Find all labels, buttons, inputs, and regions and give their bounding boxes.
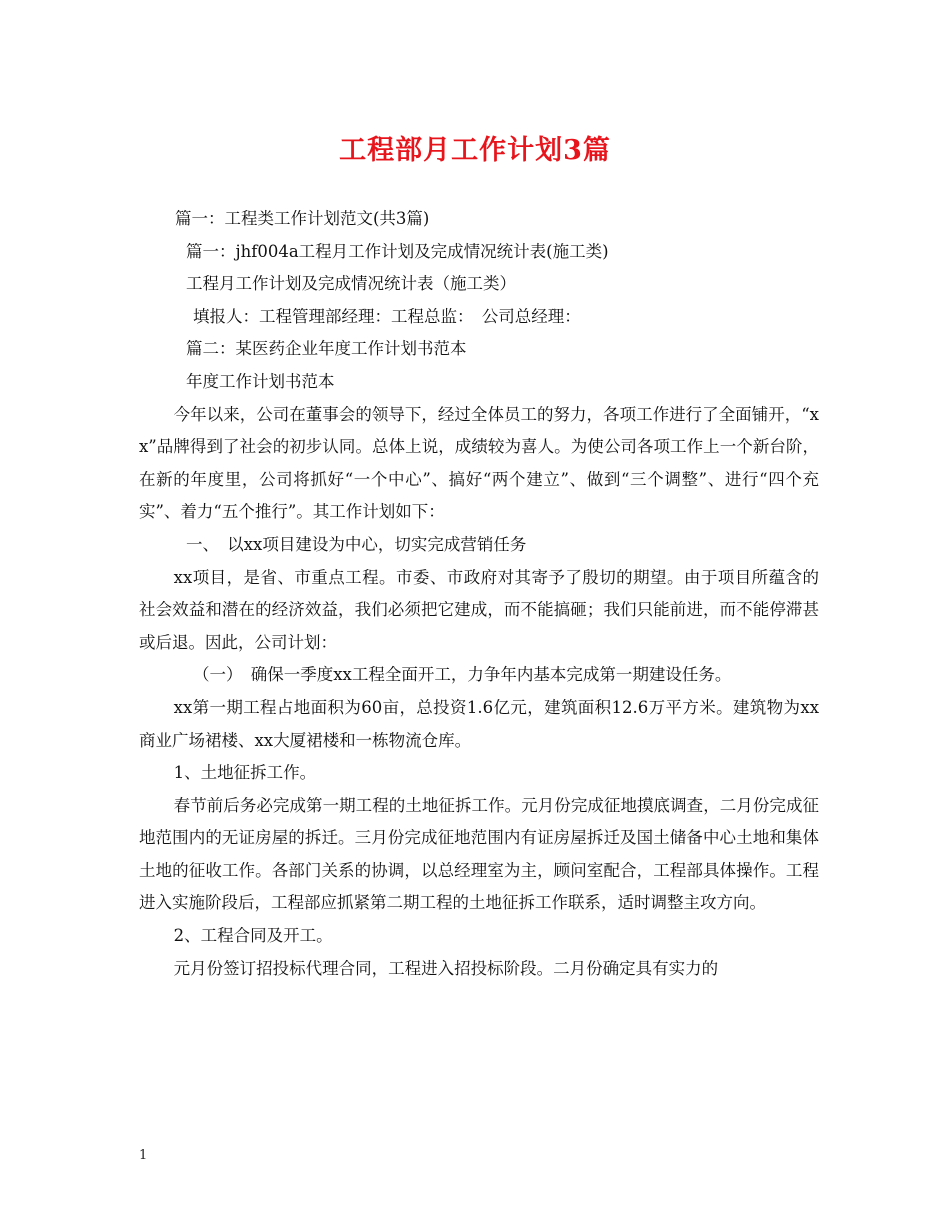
- item-heading-contract: 2、工程合同及开工。: [173, 926, 333, 946]
- section-title: 年度工作计划书范本: [186, 371, 335, 391]
- table-title: 工程月工作计划及完成情况统计表（施工类）: [186, 274, 516, 294]
- page-number: 1: [139, 1148, 148, 1163]
- document-body: [139, 203, 819, 985]
- heading-part-1: 篇一：工程类工作计划范文(共3篇): [175, 209, 430, 228]
- item-heading-land: 1、土地征拆工作。: [173, 763, 317, 783]
- document-title: 工程部月工作计划3篇: [339, 135, 611, 166]
- subheading-part-1: 篇一：jhf004a工程月工作计划及完成情况统计表(施工类): [186, 241, 609, 261]
- land-paragraph: 春节前后务必完成第一期工程的土地征拆工作。元月份完成征地摸底调查，二月份完成征地范围内的无证房屋的拆迁。三月份完成征地范围内有证房屋拆迁及国土储备中心土地和集体土地的征收工作。各部门关系的协调，以总经理室为主，顾问室配合，工程部具体操作。工程进入实施阶段后，工程部应抓紧第二期工程的土地征拆工作联系，适时调整主攻方向。: [139, 795, 819, 913]
- section-heading-one: 一、 以xx项目建设为中心，切实完成营销任务: [186, 534, 527, 554]
- phase-one-paragraph: xx第一期工程占地面积为60亩，总投资1.6亿元，建筑面积12.6万平方米。建筑物为xx商业广场裙楼、xx大厦裙楼和一栋物流仓库。: [139, 697, 819, 750]
- subsection-heading-one: （一） 确保一季度xx工程全面开工，力争年内基本完成第一期建设任务。: [193, 665, 732, 685]
- intro-paragraph: 今年以来，公司在董事会的领导下，经过全体员工的努力，各项工作进行了全面铺开，“xx”品牌得到了社会的初步认同。总体上说，成绩较为喜人。为使公司各项工作上一个新台阶，在新的年度里，公司将抓好“一个中心”、搞好“两个建立”、做到“三个调整”、进行“四个充实”、着力“五个推行”。其工作计划如下：: [139, 404, 819, 522]
- contract-paragraph: 元月份签订招投标代理合同，工程进入招投标阶段。二月份确定具有实力的: [173, 958, 719, 978]
- heading-part-2: 篇二：某医药企业年度工作计划书范本: [186, 339, 467, 359]
- project-paragraph: xx项目，是省、市重点工程。市委、市政府对其寄予了殷切的期望。由于项目所蕴含的社会效益和潜在的经济效益，我们必须把它建成，而不能搞砸；我们只能前进，而不能停滞甚或后退。因此，公司计划：: [139, 567, 819, 652]
- signature-line: 填报人：工程管理部经理：工程总监： 公司总经理：: [193, 306, 581, 326]
